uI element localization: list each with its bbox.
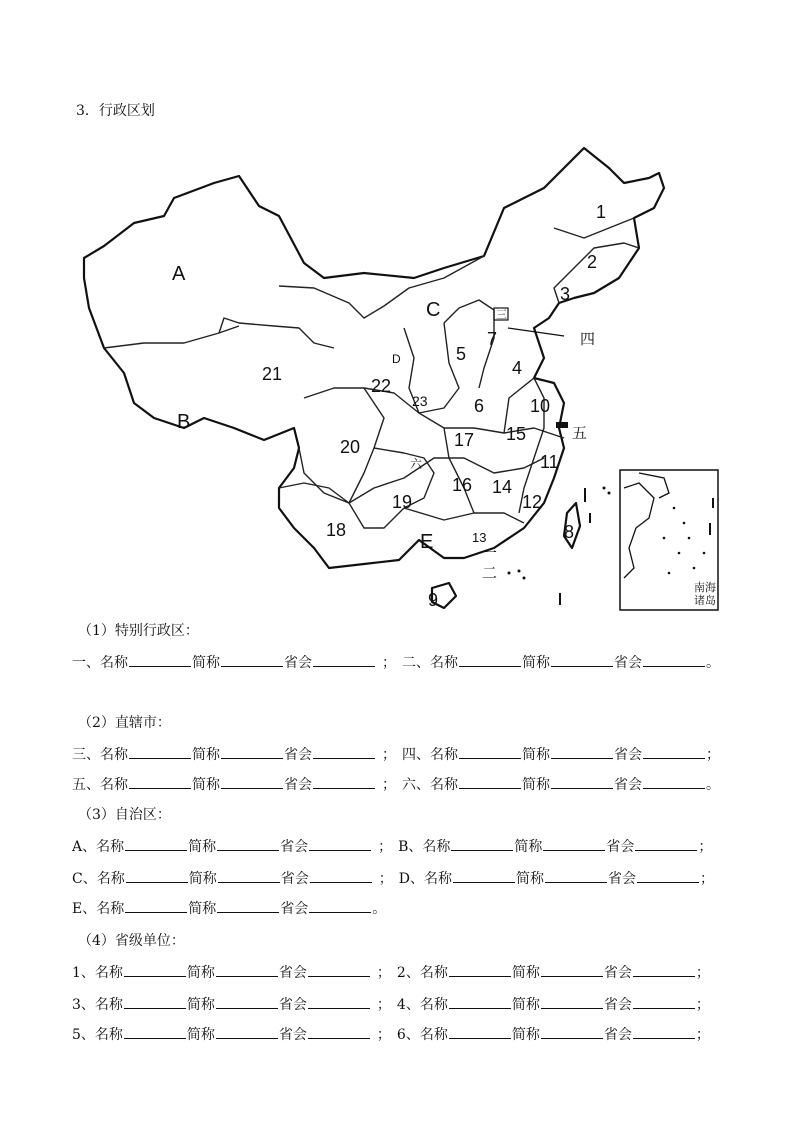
- name-blank[interactable]: [459, 746, 521, 759]
- capital-blank[interactable]: [309, 900, 371, 913]
- name-blank[interactable]: [449, 1026, 511, 1039]
- label-capital: 省会: [280, 871, 309, 887]
- map-callout-2: 二: [482, 565, 498, 582]
- map-label-11: 11: [540, 452, 559, 472]
- map-label-5: 5: [456, 344, 467, 364]
- map-label-15: 15: [506, 424, 527, 444]
- inset-title-line-1: 南海: [694, 582, 716, 594]
- inset-south-china-sea: [620, 470, 718, 610]
- label-capital: 省会: [603, 1027, 632, 1043]
- map-label-4: 4: [512, 358, 523, 378]
- question-row: [72, 868, 714, 888]
- label-name: 名称: [100, 655, 128, 671]
- map-label-14: 14: [492, 477, 513, 497]
- abbr-blank[interactable]: [541, 996, 603, 1009]
- name-blank[interactable]: [126, 870, 188, 883]
- map-label-C: C: [426, 299, 441, 321]
- name-blank[interactable]: [129, 746, 191, 759]
- punctuation: ；: [378, 871, 393, 887]
- question-row: [72, 1024, 710, 1044]
- map-label-9: 9: [428, 590, 439, 610]
- punctuation: 。: [706, 777, 720, 793]
- capital-blank[interactable]: [308, 996, 370, 1009]
- abbr-blank[interactable]: [217, 838, 279, 851]
- punctuation: ；: [382, 777, 396, 793]
- border-south: [349, 458, 544, 503]
- item-id: A、: [72, 839, 97, 855]
- punctuation: ；: [695, 965, 710, 981]
- label-abbr: 简称: [192, 777, 220, 793]
- section-title: （2）直辖市：: [78, 715, 171, 731]
- label-abbr: 简称: [515, 871, 544, 887]
- capital-blank[interactable]: [633, 964, 695, 977]
- name-blank[interactable]: [449, 964, 511, 977]
- border-heilongjiang-jilin: [554, 218, 634, 238]
- abbr-blank[interactable]: [221, 746, 283, 759]
- map-label-D: D: [392, 352, 401, 366]
- map-label-22: 22: [371, 376, 392, 396]
- item-id: 6、: [396, 1027, 420, 1043]
- label-name: 名称: [422, 839, 451, 855]
- map-label-19: 19: [392, 492, 413, 512]
- label-capital: 省会: [606, 839, 635, 855]
- map-label-12: 12: [522, 492, 543, 512]
- label-capital: 省会: [278, 1027, 307, 1043]
- abbr-blank[interactable]: [221, 654, 283, 667]
- capital-blank[interactable]: [308, 1026, 370, 1039]
- abbr-blank[interactable]: [218, 870, 280, 883]
- border-qinghai-west: [219, 318, 334, 348]
- abbr-blank[interactable]: [541, 1026, 603, 1039]
- capital-blank[interactable]: [310, 870, 372, 883]
- abbr-blank[interactable]: [545, 870, 607, 883]
- label-capital: 省会: [603, 997, 632, 1013]
- label-capital: 省会: [614, 777, 642, 793]
- label-abbr: 简称: [522, 747, 550, 763]
- question-row: [72, 744, 720, 764]
- item-id: D、: [398, 871, 424, 887]
- label-name: 名称: [96, 901, 125, 917]
- label-capital: 省会: [278, 965, 307, 981]
- label-name: 名称: [423, 871, 452, 887]
- item-id: 1、: [72, 965, 95, 981]
- punctuation: ；: [376, 997, 391, 1013]
- punctuation: ；: [376, 1027, 391, 1043]
- section-title: （1）特别行政区：: [78, 623, 199, 639]
- capital-blank[interactable]: [637, 870, 699, 883]
- label-abbr: 简称: [188, 871, 217, 887]
- punctuation: ；: [695, 997, 710, 1013]
- name-blank[interactable]: [124, 964, 186, 977]
- name-blank[interactable]: [129, 776, 191, 789]
- label-capital: 省会: [603, 965, 632, 981]
- label-abbr: 简称: [511, 965, 540, 981]
- name-blank[interactable]: [125, 838, 187, 851]
- label-name: 名称: [94, 965, 123, 981]
- label-name: 名称: [430, 655, 458, 671]
- map-label-23: 23: [412, 393, 428, 409]
- question-row: [72, 898, 386, 918]
- label-abbr: 简称: [186, 965, 215, 981]
- map-label-7: 7: [487, 329, 498, 349]
- label-capital: 省会: [278, 997, 307, 1013]
- name-blank[interactable]: [124, 996, 186, 1009]
- punctuation: ；: [698, 839, 713, 855]
- map-label-20: 20: [340, 437, 361, 457]
- section-title: （3）自治区：: [78, 807, 171, 823]
- name-blank[interactable]: [459, 654, 521, 667]
- name-blank[interactable]: [459, 776, 521, 789]
- label-abbr: 简称: [511, 997, 540, 1013]
- map-callout-1: 一: [482, 545, 498, 562]
- label-capital: 省会: [284, 655, 312, 671]
- label-name: 名称: [94, 997, 123, 1013]
- map-label-10: 10: [530, 396, 551, 416]
- item-id: C、: [72, 871, 97, 887]
- label-name: 名称: [430, 777, 458, 793]
- label-abbr: 简称: [186, 1027, 215, 1043]
- capital-blank[interactable]: [643, 746, 705, 759]
- border-guangxi-guangdong: [404, 508, 524, 523]
- label-capital: 省会: [284, 747, 312, 763]
- question-row: [72, 994, 710, 1014]
- abbr-blank[interactable]: [216, 996, 278, 1009]
- section-title: （4）省级单位：: [78, 933, 185, 949]
- map-label-E: E: [420, 531, 434, 553]
- label-abbr: 简称: [522, 655, 550, 671]
- capital-blank[interactable]: [633, 996, 695, 1009]
- label-abbr: 简称: [188, 839, 217, 855]
- label-name: 名称: [94, 1027, 123, 1043]
- punctuation: ；: [699, 871, 714, 887]
- border-xinjiang-tibet: [104, 326, 239, 348]
- name-blank[interactable]: [449, 996, 511, 1009]
- item-id: 五、: [72, 777, 100, 793]
- map-label-17: 17: [454, 430, 475, 450]
- section-heading: 3．行政区划: [76, 103, 155, 119]
- item-id: 四、: [402, 747, 430, 763]
- question-row: [72, 774, 720, 794]
- punctuation: 。: [372, 901, 387, 917]
- label-name: 名称: [419, 1027, 448, 1043]
- map-label-18: 18: [326, 520, 347, 540]
- name-blank[interactable]: [129, 654, 191, 667]
- china-admin-map: [64, 128, 726, 616]
- map-callout-5: 五: [572, 425, 588, 442]
- abbr-blank[interactable]: [216, 964, 278, 977]
- item-id: 5、: [72, 1027, 95, 1043]
- inset-title-line-2: 诸岛: [694, 595, 716, 607]
- map-label-2: 2: [587, 252, 598, 272]
- item-id: 六、: [402, 777, 430, 793]
- name-blank[interactable]: [453, 870, 515, 883]
- label-capital: 省会: [280, 901, 309, 917]
- label-name: 名称: [96, 871, 125, 887]
- label-abbr: 简称: [188, 901, 217, 917]
- punctuation: ；: [706, 747, 720, 763]
- label-name: 名称: [419, 965, 448, 981]
- map-label-6: 6: [474, 396, 485, 416]
- capital-blank[interactable]: [313, 746, 375, 759]
- label-abbr: 简称: [522, 777, 550, 793]
- map-label-21: 21: [262, 364, 283, 384]
- abbr-blank[interactable]: [551, 776, 613, 789]
- map-callout-3: 三: [496, 309, 507, 321]
- question-row: [72, 652, 720, 672]
- abbr-blank[interactable]: [543, 838, 605, 851]
- item-id: 3、: [72, 997, 95, 1013]
- label-abbr: 简称: [511, 1027, 540, 1043]
- abbr-blank[interactable]: [541, 964, 603, 977]
- shanghai-marker: [556, 422, 568, 428]
- item-id: E、: [72, 901, 97, 917]
- map-label-1: 1: [596, 202, 607, 222]
- map-callout-6: 六: [410, 457, 423, 471]
- abbr-blank[interactable]: [221, 776, 283, 789]
- abbr-blank[interactable]: [551, 746, 613, 759]
- punctuation: ；: [378, 839, 393, 855]
- punctuation: 。: [706, 655, 720, 671]
- map-label-16: 16: [452, 475, 473, 495]
- punctuation: ；: [382, 747, 396, 763]
- abbr-blank[interactable]: [551, 654, 613, 667]
- label-name: 名称: [100, 777, 128, 793]
- label-abbr: 简称: [192, 747, 220, 763]
- map-label-8: 8: [564, 522, 575, 542]
- capital-blank[interactable]: [643, 654, 705, 667]
- item-id: 一、: [72, 655, 100, 671]
- name-blank[interactable]: [124, 1026, 186, 1039]
- capital-blank[interactable]: [643, 776, 705, 789]
- label-abbr: 简称: [514, 839, 543, 855]
- item-id: 二、: [402, 655, 430, 671]
- map-label-A: A: [172, 263, 186, 285]
- capital-blank[interactable]: [635, 838, 697, 851]
- name-blank[interactable]: [451, 838, 513, 851]
- map-callout-4: 四: [580, 331, 596, 348]
- item-id: 2、: [396, 965, 420, 981]
- label-capital: 省会: [284, 777, 312, 793]
- capital-blank[interactable]: [633, 1026, 695, 1039]
- punctuation: ；: [695, 1027, 710, 1043]
- capital-blank[interactable]: [308, 964, 370, 977]
- label-capital: 省会: [614, 747, 642, 763]
- map-label-3: 3: [560, 284, 571, 304]
- label-capital: 省会: [607, 871, 636, 887]
- item-id: B、: [398, 839, 423, 855]
- map-label-13: 13: [472, 530, 487, 545]
- label-name: 名称: [430, 747, 458, 763]
- punctuation: ；: [382, 655, 396, 671]
- item-id: 三、: [72, 747, 100, 763]
- abbr-blank[interactable]: [216, 1026, 278, 1039]
- label-abbr: 简称: [186, 997, 215, 1013]
- label-name: 名称: [419, 997, 448, 1013]
- capital-blank[interactable]: [309, 838, 371, 851]
- capital-blank[interactable]: [313, 654, 375, 667]
- map-label-B: B: [177, 411, 191, 433]
- label-name: 名称: [100, 747, 128, 763]
- label-name: 名称: [96, 839, 125, 855]
- capital-blank[interactable]: [313, 776, 375, 789]
- punctuation: ；: [376, 965, 391, 981]
- name-blank[interactable]: [125, 900, 187, 913]
- label-capital: 省会: [280, 839, 309, 855]
- item-id: 4、: [396, 997, 420, 1013]
- label-abbr: 简称: [192, 655, 220, 671]
- label-capital: 省会: [614, 655, 642, 671]
- abbr-blank[interactable]: [217, 900, 279, 913]
- question-row: [72, 836, 712, 856]
- question-row: [72, 962, 710, 982]
